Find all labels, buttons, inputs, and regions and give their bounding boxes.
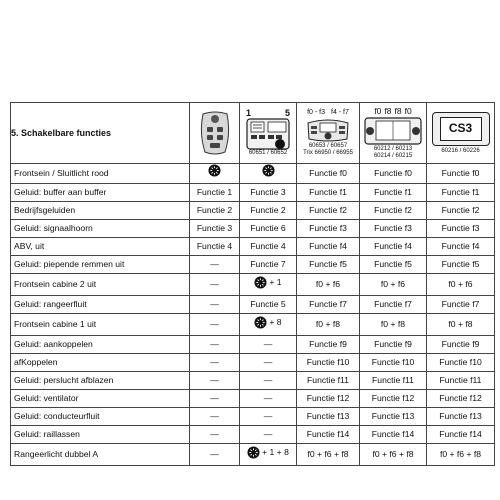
function-name: Geluid: signaalhoorn [11, 220, 190, 238]
function-name: Geluid: rangeerfluit [11, 296, 190, 314]
function-cell [240, 164, 297, 184]
function-cell: Functie f1 [427, 184, 495, 202]
function-cell: f0 + f6 + f8 [297, 444, 360, 466]
device-mobile-station [240, 103, 297, 164]
function-cell: Functie f9 [427, 336, 495, 354]
function-cell: Functie f4 [360, 238, 427, 256]
function-cell: Functie 5 [240, 296, 297, 314]
function-label: f0 [374, 105, 382, 116]
table-row [11, 408, 495, 426]
cs3-screen-label: CS3 [440, 117, 482, 141]
central-station-icon [364, 116, 422, 146]
function-cell: — [240, 390, 297, 408]
function-cell: — [190, 274, 240, 296]
function-name: Rangeerlicht dubbel A [11, 444, 190, 466]
function-name: Geluid: raillassen [11, 426, 190, 444]
mobile-station-icon [246, 118, 290, 150]
function-cell: Functie f0 [427, 164, 495, 184]
function-name: Frontsein cabine 1 uit [11, 314, 190, 336]
function-combo-text: + 1 + 8 [262, 447, 289, 457]
function-cell: Functie f12 [360, 390, 427, 408]
function-cell: Functie f3 [360, 220, 427, 238]
function-cell: Functie 6 [240, 220, 297, 238]
function-cell: Functie f7 [297, 296, 360, 314]
table-row [11, 372, 495, 390]
function-cell: Functie f12 [427, 390, 495, 408]
function-cell: Functie 4 [190, 238, 240, 256]
function-cell [190, 164, 240, 184]
device-caption: 60214 / 60215 [373, 152, 413, 159]
function-cell: f0 + f6 [360, 274, 427, 296]
device-caption: 60651 / 60652 [248, 150, 288, 156]
function-cell: Functie 7 [240, 256, 297, 274]
function-cell: — [190, 444, 240, 466]
function-name: afKoppelen [11, 354, 190, 372]
function-cell [240, 444, 297, 466]
function-cell: — [240, 336, 297, 354]
cs3-icon [432, 112, 490, 146]
function-cell: Functie 2 [240, 202, 297, 220]
key-range-label: f0 - f3 [307, 109, 325, 116]
function-cell: Functie f11 [360, 372, 427, 390]
function-cell: Functie f9 [360, 336, 427, 354]
light-function-icon [262, 164, 275, 177]
section-title: 5. Schakelbare functies [11, 103, 190, 164]
function-name: Geluid: conducteurfluit [11, 408, 190, 426]
mobile-station-2-icon [305, 117, 351, 143]
function-cell: Functie f11 [427, 372, 495, 390]
device-mobile-station-2 [297, 103, 360, 164]
key-label-5: 5 [284, 108, 290, 118]
light-function-icon [254, 316, 267, 329]
function-cell: Functie f1 [297, 184, 360, 202]
function-label: f8 [384, 105, 392, 116]
light-function-icon [247, 446, 260, 459]
function-cell: Functie f11 [297, 372, 360, 390]
function-cell: Functie f14 [427, 426, 495, 444]
function-cell: Functie f5 [297, 256, 360, 274]
function-cell: Functie f14 [360, 426, 427, 444]
function-cell: Functie f1 [360, 184, 427, 202]
function-cell: Functie f12 [297, 390, 360, 408]
table-row [11, 274, 495, 296]
function-cell: Functie f0 [297, 164, 360, 184]
device-caption: Trix 66950 / 66955 [303, 150, 353, 156]
function-name: Frontsein cabine 2 uit [11, 274, 190, 296]
function-cell: Functie f13 [360, 408, 427, 426]
function-table-sheet [10, 102, 494, 466]
table-row [11, 296, 495, 314]
function-cell: Functie f4 [427, 238, 495, 256]
function-combo-text: + 1 [269, 277, 282, 287]
function-cell: f0 + f6 + f8 [427, 444, 495, 466]
device-central-station [360, 103, 427, 164]
function-cell: Functie f0 [360, 164, 427, 184]
light-function-icon [208, 164, 221, 177]
function-cell: Functie 3 [240, 184, 297, 202]
function-cell: Functie f7 [360, 296, 427, 314]
function-cell: Functie f4 [297, 238, 360, 256]
function-cell: — [190, 354, 240, 372]
function-cell: Functie f14 [297, 426, 360, 444]
function-cell: f0 + f6 + f8 [360, 444, 427, 466]
table-row [11, 444, 495, 466]
table-row [11, 238, 495, 256]
function-cell: Functie f7 [427, 296, 495, 314]
function-cell: Functie f10 [297, 354, 360, 372]
function-cell: Functie f10 [360, 354, 427, 372]
function-table [10, 102, 495, 466]
function-name: Bedrijfsgeluiden [11, 202, 190, 220]
function-cell: Functie f2 [427, 202, 495, 220]
function-cell [240, 314, 297, 336]
function-cell: — [190, 336, 240, 354]
device-handheld [190, 103, 240, 164]
device-caption: 60653 / 60657 [308, 143, 348, 149]
light-combo [247, 444, 289, 461]
function-cell: — [190, 408, 240, 426]
device-caption: 60216 / 60226 [441, 147, 480, 154]
light-combo [254, 314, 281, 331]
function-name: ABV, uit [11, 238, 190, 256]
function-cell: Functie f2 [297, 202, 360, 220]
function-cell: Functie f9 [297, 336, 360, 354]
function-cell: — [190, 314, 240, 336]
function-cell: — [240, 372, 297, 390]
function-cell: Functie 3 [190, 220, 240, 238]
function-cell: Functie f13 [427, 408, 495, 426]
table-row [11, 220, 495, 238]
function-cell: — [240, 426, 297, 444]
function-cell: — [190, 390, 240, 408]
function-cell: f0 + f8 [297, 314, 360, 336]
function-name: Geluid: aankoppelen [11, 336, 190, 354]
light-combo [208, 164, 221, 177]
function-name: Geluid: ventilator [11, 390, 190, 408]
function-cell: Functie 1 [190, 184, 240, 202]
function-name: Frontsein / Sluitlicht rood [11, 164, 190, 184]
function-cell: Functie f5 [360, 256, 427, 274]
function-combo-text: + 8 [269, 317, 282, 327]
function-cell [240, 274, 297, 296]
function-cell: — [190, 372, 240, 390]
function-cell: Functie f10 [427, 354, 495, 372]
key-range-label: f4 - f7 [331, 109, 349, 116]
function-cell: — [190, 256, 240, 274]
table-row [11, 336, 495, 354]
function-cell: Functie 4 [240, 238, 297, 256]
table-row [11, 184, 495, 202]
function-cell: — [190, 426, 240, 444]
function-cell: f0 + f6 [297, 274, 360, 296]
light-combo [262, 164, 275, 177]
table-row [11, 164, 495, 184]
table-row [11, 426, 495, 444]
function-cell: Functie 2 [190, 202, 240, 220]
function-cell: f0 + f6 [427, 274, 495, 296]
light-function-icon [254, 276, 267, 289]
device-caption: 60212 / 60213 [373, 145, 413, 152]
table-row [11, 256, 495, 274]
function-name: Geluid: perslucht afblazen [11, 372, 190, 390]
function-cell: Functie f2 [360, 202, 427, 220]
handheld-controller-icon [197, 110, 233, 156]
key-label-1: 1 [246, 108, 252, 118]
function-cell: Functie f5 [427, 256, 495, 274]
function-name: Geluid: piepende remmen uit [11, 256, 190, 274]
table-row [11, 202, 495, 220]
header-row [11, 103, 495, 164]
function-cell: f0 + f8 [427, 314, 495, 336]
table-row [11, 390, 495, 408]
function-cell: — [240, 354, 297, 372]
function-label: f0 [404, 105, 412, 116]
table-row [11, 354, 495, 372]
function-cell: — [190, 296, 240, 314]
function-name: Geluid: buffer aan buffer [11, 184, 190, 202]
function-cell: — [240, 408, 297, 426]
function-cell: Functie f3 [427, 220, 495, 238]
function-cell: Functie f13 [297, 408, 360, 426]
table-row [11, 314, 495, 336]
function-cell: f0 + f8 [360, 314, 427, 336]
function-label: f8 [394, 105, 402, 116]
device-cs3 [427, 103, 495, 164]
light-combo [254, 274, 281, 291]
function-cell: Functie f3 [297, 220, 360, 238]
